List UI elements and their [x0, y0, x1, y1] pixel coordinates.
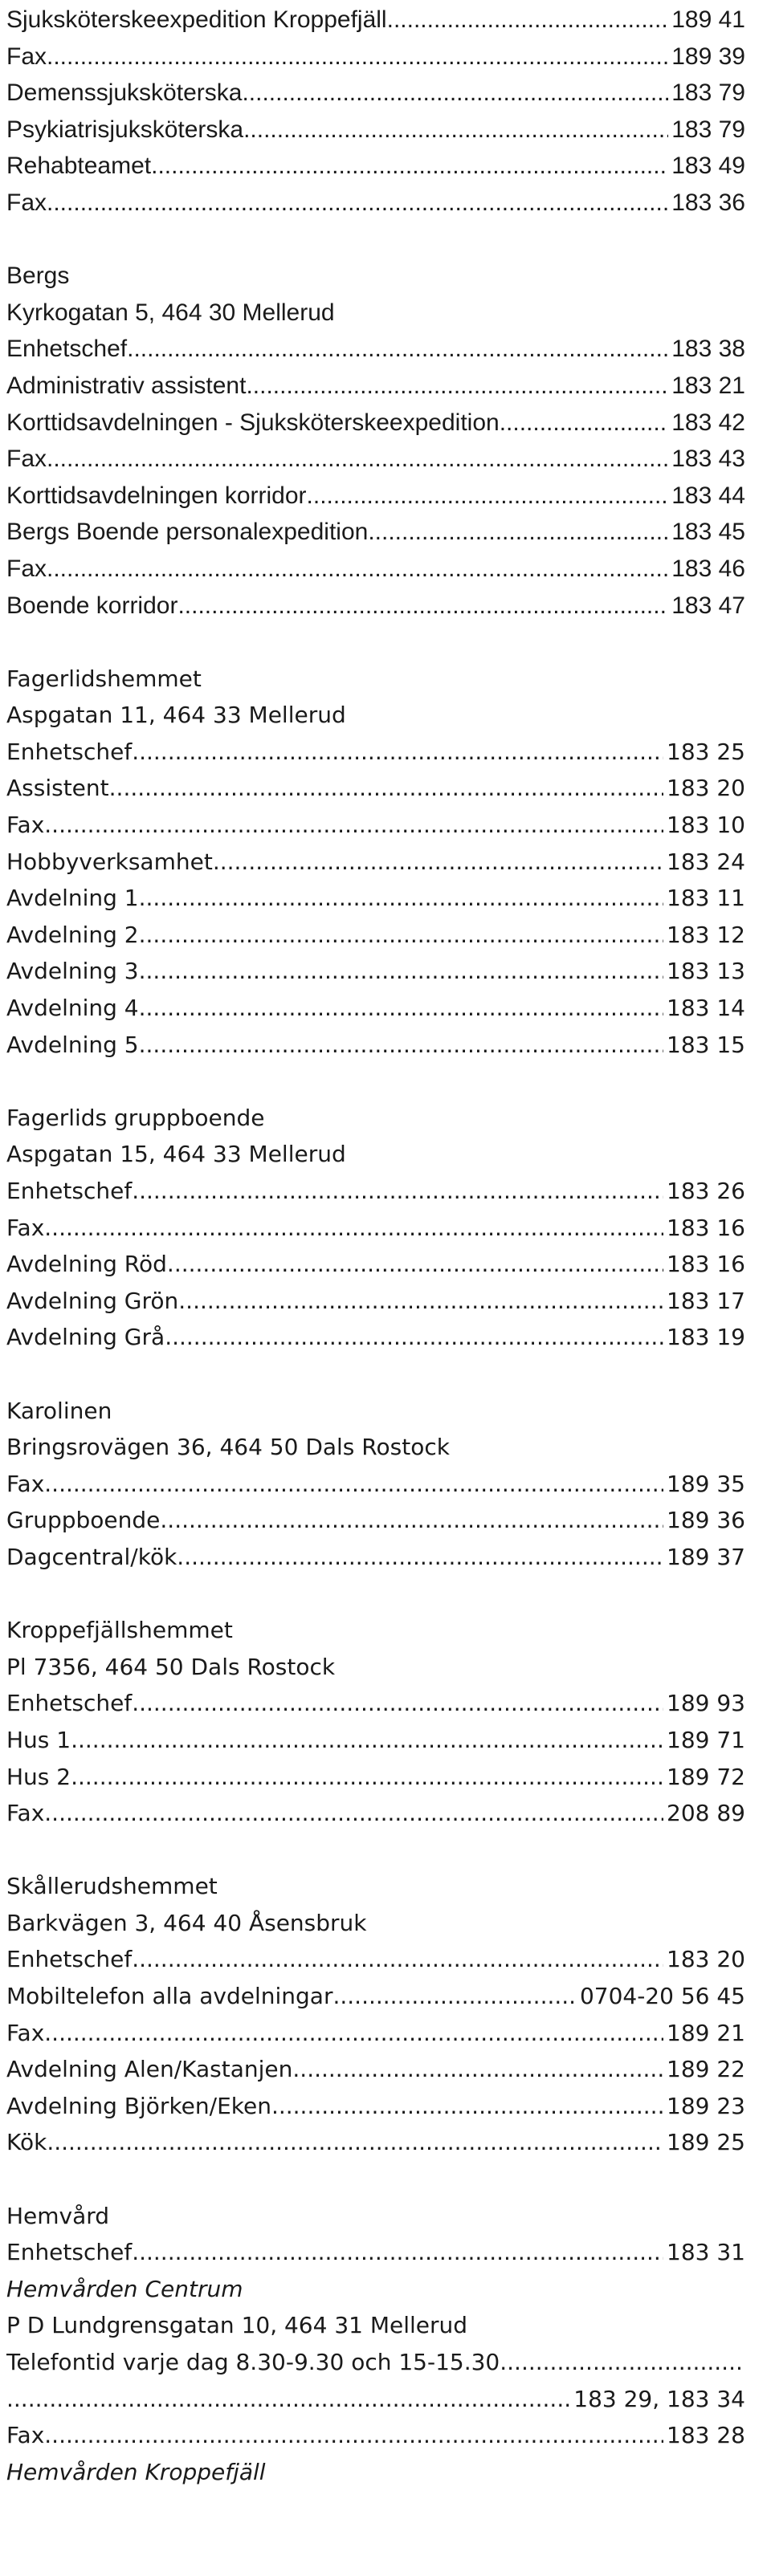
- entry-label: Enhetschef: [6, 1178, 133, 1204]
- entry-label: Enhetschef: [6, 738, 133, 765]
- section-text-line: [6, 1393, 761, 1430]
- dot-leader: [71, 1722, 663, 1759]
- directory-entry: [6, 734, 745, 771]
- phone-number: [742, 2344, 745, 2381]
- directory-entry: [6, 1759, 745, 1796]
- directory-entry: [6, 478, 745, 515]
- phone-number: 189 93: [667, 1690, 745, 1717]
- phone-number: 183 38: [671, 336, 745, 363]
- text-content: Kyrkogatan 5, 464 30 Mellerud: [6, 299, 335, 326]
- directory-entry: [6, 1210, 745, 1247]
- phone-number: 0704-20 56 45: [579, 1983, 745, 2010]
- dot-leader: [47, 185, 668, 222]
- directory-entry: [6, 2381, 745, 2418]
- section-text-line: [6, 1905, 761, 1942]
- directory-entry: [6, 112, 745, 149]
- section-text-line: [6, 1100, 761, 1137]
- dot-leader: [47, 39, 668, 75]
- entry-label: Mobiltelefon alla avdelningar: [6, 1983, 333, 2010]
- entry-label: Kök: [6, 2129, 47, 2156]
- phone-number: 189 71: [667, 1726, 745, 1753]
- phone-number: 183 14: [667, 995, 745, 1022]
- phone-number: 183 47: [671, 592, 745, 619]
- dot-leader: [165, 1319, 663, 1356]
- dot-leader: [71, 1759, 663, 1796]
- directory-entry: [6, 1795, 745, 1832]
- text-content: Fagerlids gruppboende: [6, 1104, 265, 1131]
- phone-number: 183 43: [671, 446, 745, 473]
- text-content: Skållerudshemmet: [6, 1873, 218, 1900]
- dot-leader: [139, 990, 663, 1027]
- entry-label: Sjuksköterskeexpedition Kroppefjäll: [6, 6, 387, 33]
- dot-leader: [178, 1283, 663, 1320]
- dot-leader: [132, 1685, 663, 1722]
- phone-number: 189 35: [667, 1470, 745, 1497]
- dot-leader: [246, 368, 668, 405]
- dot-leader: [44, 1466, 663, 1503]
- section-spacer: [6, 2161, 761, 2198]
- entry-label: Fax: [6, 446, 47, 473]
- dot-leader: [292, 2051, 663, 2088]
- directory-entry: [6, 2124, 745, 2161]
- dot-leader: [139, 880, 663, 917]
- phone-number: 183 45: [671, 519, 745, 546]
- directory-entry: [6, 1978, 745, 2015]
- entry-label: Fax: [6, 812, 45, 839]
- dot-leader: [132, 1173, 663, 1210]
- entry-label: Fax: [6, 1470, 45, 1497]
- directory-entry: [6, 1173, 745, 1210]
- dot-leader: [307, 478, 669, 515]
- section-text-line: [6, 1612, 761, 1649]
- directory-entry: [6, 551, 745, 588]
- entry-label: Enhetschef: [6, 2239, 133, 2266]
- directory-entry: [6, 953, 745, 990]
- dot-leader: [139, 1027, 663, 1064]
- directory-entry: [6, 514, 745, 551]
- section-text-line: [6, 2307, 761, 2344]
- section-text-line: [6, 1136, 761, 1173]
- dot-leader: [47, 551, 668, 588]
- dot-leader: [387, 2, 669, 39]
- directory-entry: [6, 1027, 745, 1064]
- entry-label: Avdelning Röd: [6, 1251, 167, 1278]
- phone-number: 189 39: [671, 43, 745, 70]
- dot-leader: [177, 588, 668, 625]
- phone-number: 183 25: [667, 738, 745, 765]
- directory-entry: [6, 1246, 745, 1283]
- phone-number: 183 44: [671, 482, 745, 509]
- directory-entry: [6, 368, 745, 405]
- entry-label: Fax: [6, 1214, 45, 1241]
- directory-entry: [6, 1685, 745, 1722]
- text-content: Pl 7356, 464 50 Dals Rostock: [6, 1653, 336, 1680]
- entry-label: Avdelning 4: [6, 995, 139, 1022]
- entry-label: Korttidsavdelningen - Sjuksköterskeexpedition: [6, 409, 500, 436]
- entry-label: Boende korridor: [6, 592, 178, 619]
- entry-label: Enhetschef: [6, 1690, 133, 1717]
- text-content: Fagerlidshemmet: [6, 665, 202, 692]
- phone-number: 189 72: [667, 1763, 745, 1790]
- phone-number: 183 20: [667, 775, 745, 802]
- dot-leader: [332, 1978, 576, 2015]
- directory-entry: [6, 1283, 745, 1320]
- entry-label: Avdelning 1: [6, 885, 139, 912]
- entry-label: Enhetschef: [6, 336, 128, 363]
- section-spacer: [6, 1356, 761, 1393]
- dot-leader: [127, 331, 668, 368]
- subsection-heading: [6, 2271, 761, 2308]
- entry-label: Dagcentral/kök: [6, 1543, 177, 1570]
- directory-entry: [6, 148, 745, 185]
- entry-label: Gruppboende: [6, 1507, 161, 1534]
- directory-entry: [6, 1539, 745, 1576]
- dot-leader: [44, 1795, 663, 1832]
- directory-entry: [6, 1722, 745, 1759]
- entry-label: Hus 1: [6, 1726, 71, 1753]
- phone-number: 183 19: [667, 1324, 745, 1351]
- directory-entry: [6, 441, 745, 478]
- entry-label: Avdelning 5: [6, 1031, 139, 1058]
- phone-number: 183 36: [671, 189, 745, 216]
- dot-leader: [139, 953, 663, 990]
- directory-entry: [6, 2051, 745, 2088]
- phone-number: 189 41: [671, 6, 745, 33]
- section-text-line: [6, 1429, 761, 1466]
- phone-number: 189 22: [667, 2056, 745, 2083]
- entry-label: Administrativ assistent: [6, 372, 247, 399]
- directory-entry: [6, 844, 745, 881]
- entry-label: Fax: [6, 43, 47, 70]
- dot-leader: [132, 2234, 663, 2271]
- entry-label: Psykiatrisjuksköterska: [6, 116, 244, 143]
- dot-leader: [132, 1941, 663, 1978]
- phone-number: 183 29, 183 34: [573, 2385, 745, 2412]
- section-text-line: [6, 697, 761, 734]
- section-text-line: [6, 1649, 761, 1686]
- dot-leader: [44, 1210, 663, 1247]
- phone-number: 183 79: [671, 116, 745, 143]
- dot-leader: [167, 1246, 663, 1283]
- dot-leader: [44, 2417, 663, 2454]
- phone-number: 189 23: [667, 2092, 745, 2119]
- phone-number: 189 25: [667, 2129, 745, 2156]
- directory-entry: [6, 2088, 745, 2125]
- dot-leader: [47, 441, 668, 478]
- text-content: Barkvägen 3, 464 40 Åsensbruk: [6, 1909, 367, 1936]
- dot-leader: [6, 2381, 570, 2418]
- directory-entry: [6, 185, 745, 222]
- entry-label: Assistent: [6, 775, 109, 802]
- text-content: Hemvård: [6, 2202, 110, 2229]
- directory-entry: [6, 2, 745, 39]
- entry-label: Bergs Boende personalexpedition: [6, 519, 369, 546]
- section-text-line: [6, 661, 761, 698]
- entry-label: Enhetschef: [6, 1946, 133, 1973]
- phone-number: 183 79: [671, 79, 745, 107]
- entry-label: Avdelning Grå: [6, 1324, 165, 1351]
- section-spacer: [6, 1063, 761, 1100]
- phone-number: 183 15: [667, 1031, 745, 1058]
- text-content: Aspgatan 15, 464 33 Mellerud: [6, 1141, 346, 1168]
- text-content: Bringsrovägen 36, 464 50 Dals Rostock: [6, 1434, 450, 1461]
- text-content: Karolinen: [6, 1397, 112, 1424]
- directory-entry: [6, 880, 745, 917]
- section-text-line: [6, 1868, 761, 1905]
- dot-leader: [271, 2088, 663, 2125]
- section-text-line: [6, 2198, 761, 2235]
- entry-label: Fax: [6, 189, 47, 216]
- directory-entry: [6, 917, 745, 954]
- phone-number: 183 20: [667, 1946, 745, 1973]
- phone-number: 183 26: [667, 1178, 745, 1204]
- phone-number: 183 17: [667, 1287, 745, 1314]
- dot-leader: [243, 112, 668, 149]
- dot-leader: [47, 2124, 663, 2161]
- directory-entry: [6, 1941, 745, 1978]
- directory-entry: [6, 1319, 745, 1356]
- section-spacer: [6, 1576, 761, 1613]
- directory-entry: [6, 1502, 745, 1539]
- phone-directory: [6, 2, 761, 2490]
- directory-entry: [6, 39, 745, 75]
- directory-entry: [6, 588, 745, 625]
- entry-label: Korttidsavdelningen korridor: [6, 482, 307, 509]
- text-content: Hemvården Kroppefjäll: [6, 2458, 266, 2485]
- entry-label: Avdelning Alen/Kastanjen: [6, 2056, 293, 2083]
- phone-number: 189 36: [667, 1507, 745, 1534]
- section-spacer: [6, 624, 761, 661]
- entry-label: Fax: [6, 2422, 45, 2449]
- section-text-line: [6, 295, 761, 332]
- phone-number: 183 49: [671, 153, 745, 180]
- entry-label: Rehabteamet: [6, 153, 152, 180]
- entry-label: Fax: [6, 555, 47, 582]
- phone-number: 183 11: [667, 885, 745, 912]
- dot-leader: [44, 2015, 663, 2052]
- entry-label: Avdelning Grön: [6, 1287, 179, 1314]
- entry-label: Telefontid varje dag 8.30-9.30 och 15-15.30: [6, 2349, 500, 2375]
- phone-number: 183 31: [667, 2239, 745, 2266]
- phone-number: 183 24: [667, 848, 745, 875]
- phone-number: 183 10: [667, 812, 745, 839]
- text-content: P D Lundgrensgatan 10, 464 31 Mellerud: [6, 2312, 468, 2339]
- dot-leader: [500, 405, 669, 442]
- phone-number: 183 46: [671, 555, 745, 582]
- directory-entry: [6, 2417, 745, 2454]
- directory-entry: [6, 2015, 745, 2052]
- text-content: Kroppefjällshemmet: [6, 1617, 233, 1644]
- text-content: Aspgatan 11, 464 33 Mellerud: [6, 702, 346, 729]
- dot-leader: [160, 1502, 663, 1539]
- entry-label: Demenssjuksköterska: [6, 79, 243, 107]
- phone-number: 183 16: [667, 1251, 745, 1278]
- entry-label: Avdelning 2: [6, 921, 139, 948]
- directory-entry: [6, 807, 745, 844]
- text-content: Hemvården Centrum: [6, 2275, 243, 2302]
- section-text-line: [6, 258, 761, 295]
- entry-label: Fax: [6, 1800, 45, 1827]
- directory-entry: [6, 770, 745, 807]
- directory-entry: [6, 990, 745, 1027]
- phone-number: 189 37: [667, 1543, 745, 1570]
- directory-entry: [6, 1466, 745, 1503]
- phone-number: 183 28: [667, 2422, 745, 2449]
- dot-leader: [368, 514, 668, 551]
- directory-entry: [6, 2234, 745, 2271]
- phone-number: 183 12: [667, 921, 745, 948]
- section-spacer: [6, 1832, 761, 1869]
- phone-number: 183 42: [671, 409, 745, 436]
- phone-number: 208 89: [667, 1800, 745, 1827]
- entry-label: Avdelning Björken/Eken: [6, 2092, 271, 2119]
- entry-label: Avdelning 3: [6, 958, 139, 985]
- dot-leader: [213, 844, 663, 881]
- entry-label: Hus 2: [6, 1763, 71, 1790]
- phone-number: 183 13: [667, 958, 745, 985]
- text-content: Bergs: [6, 262, 70, 290]
- entry-label: Fax: [6, 2019, 45, 2046]
- dot-leader: [177, 1539, 663, 1576]
- dot-leader: [44, 807, 663, 844]
- phone-number: 183 16: [667, 1214, 745, 1241]
- dot-leader: [500, 2344, 742, 2381]
- dot-leader: [109, 770, 663, 807]
- dot-leader: [132, 734, 663, 771]
- directory-entry: [6, 405, 745, 442]
- section-spacer: [6, 222, 761, 258]
- dot-leader: [139, 917, 663, 954]
- phone-number: 183 21: [671, 372, 745, 399]
- phone-number: 189 21: [667, 2019, 745, 2046]
- directory-entry: [6, 2344, 745, 2381]
- subsection-heading: [6, 2454, 761, 2491]
- directory-entry: [6, 75, 745, 112]
- dot-leader: [151, 148, 668, 185]
- entry-label: Hobbyverksamhet: [6, 848, 213, 875]
- dot-leader: [242, 75, 668, 112]
- directory-entry: [6, 331, 745, 368]
